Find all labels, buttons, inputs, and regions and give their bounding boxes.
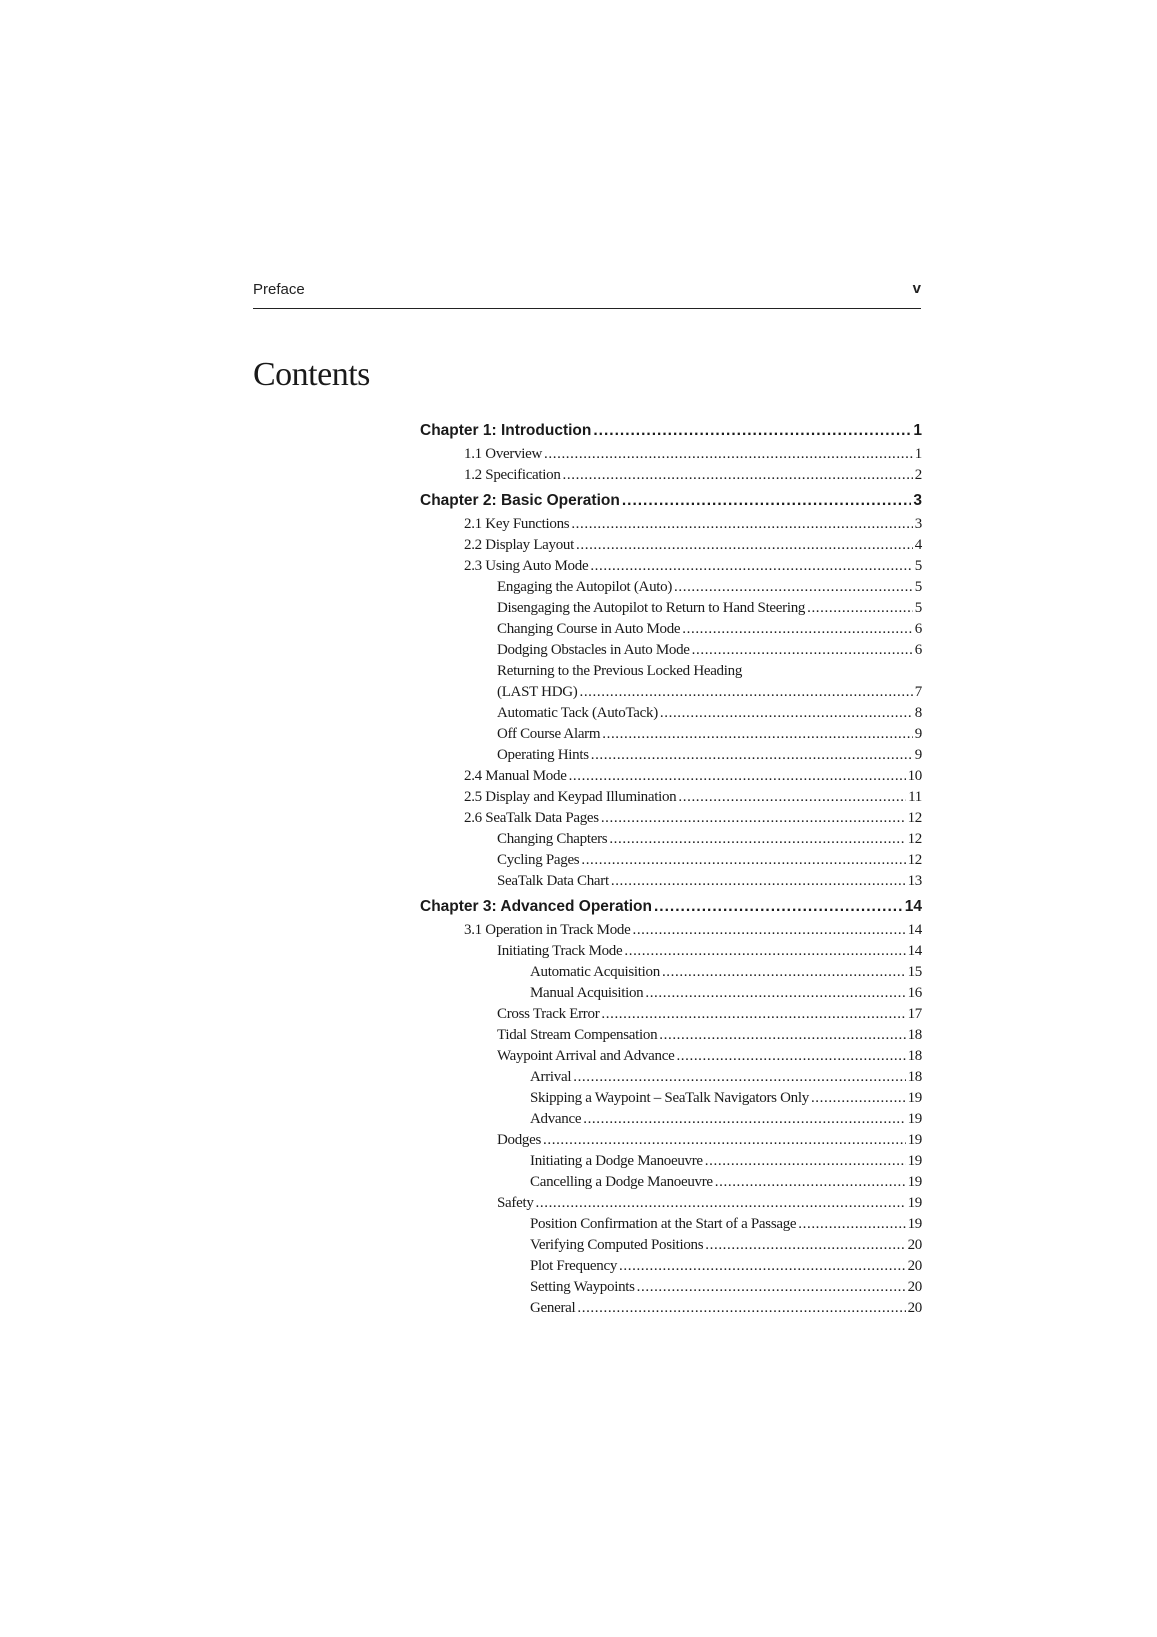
toc-entry-title: Operating Hints <box>497 747 589 763</box>
toc-entry-page: 6 <box>914 642 922 658</box>
toc-entry-title: Manual Acquisition <box>530 985 644 1001</box>
toc-entry-title: Initiating a Dodge Manoeuvre <box>530 1153 703 1169</box>
toc-entry[interactable] <box>420 598 922 619</box>
toc-dot-leader <box>569 766 906 787</box>
toc-entry[interactable] <box>420 619 922 640</box>
toc-entry-title: Arrival <box>530 1069 572 1085</box>
toc-entry[interactable] <box>420 787 922 808</box>
toc-entry-page: 13 <box>907 873 922 889</box>
toc-entry-page: 15 <box>907 964 922 980</box>
toc-entry[interactable] <box>420 514 922 535</box>
toc-entry[interactable] <box>420 1004 922 1025</box>
toc-entry-title: 1.1 Overview <box>464 446 543 462</box>
toc-entry-title: Off Course Alarm <box>497 726 601 742</box>
toc-entry[interactable] <box>420 829 922 850</box>
toc-entry-page: 20 <box>907 1300 922 1316</box>
toc-entry[interactable] <box>420 1067 922 1088</box>
toc-entry[interactable] <box>420 1130 922 1151</box>
toc-dot-leader <box>543 1130 906 1151</box>
toc-dot-leader <box>637 1277 906 1298</box>
toc-entry-page: 5 <box>914 558 922 574</box>
toc-entry-page: 18 <box>907 1069 922 1085</box>
toc-dot-leader <box>602 724 913 745</box>
page-title: Contents <box>253 356 370 393</box>
toc-entry[interactable] <box>420 1298 922 1319</box>
toc-dot-leader <box>590 556 912 577</box>
toc-entry[interactable] <box>420 1046 922 1067</box>
toc-entry-page: 19 <box>907 1111 922 1127</box>
toc-dot-leader <box>692 640 913 661</box>
toc-dot-leader <box>624 941 905 962</box>
toc-entry-title: General <box>530 1300 576 1316</box>
toc-entry-title: SeaTalk Data Chart <box>497 873 609 889</box>
toc-entry-page: 1 <box>913 422 922 439</box>
toc-entry[interactable] <box>420 724 922 745</box>
toc-entry-page: 8 <box>914 705 922 721</box>
toc-entry-title: Plot Frequency <box>530 1258 618 1274</box>
toc-entry-title: Waypoint Arrival and Advance <box>497 1048 675 1064</box>
toc-entry[interactable] <box>420 703 922 724</box>
toc-dot-leader <box>660 703 913 724</box>
toc-entry-title: Verifying Computed Positions <box>530 1237 704 1253</box>
toc-dot-leader <box>611 871 906 892</box>
toc-entry[interactable] <box>420 962 922 983</box>
toc-entry-title: Safety <box>497 1195 534 1211</box>
toc-dot-leader <box>632 920 905 941</box>
toc-entry-title: Skipping a Waypoint – SeaTalk Navigators Only <box>530 1090 809 1106</box>
toc-entry[interactable] <box>420 850 922 871</box>
toc-entry-page: 20 <box>907 1258 922 1274</box>
toc-dot-leader <box>798 1214 905 1235</box>
running-header-section: Preface <box>253 281 305 298</box>
toc-entry-title: Dodging Obstacles in Auto Mode <box>497 642 690 658</box>
toc-entry[interactable] <box>420 577 922 598</box>
toc-dot-leader <box>571 514 912 535</box>
toc-entry-title: Changing Course in Auto Mode <box>497 621 681 637</box>
toc-dot-leader <box>654 894 903 920</box>
toc-entry-title: Tidal Stream Compensation <box>497 1027 658 1043</box>
toc-entry-title: 2.6 SeaTalk Data Pages <box>464 810 599 826</box>
toc-entry-page: 19 <box>907 1132 922 1148</box>
toc-dot-leader <box>715 1172 906 1193</box>
toc-entry[interactable] <box>420 1172 922 1193</box>
toc-entry-page: 7 <box>914 684 922 700</box>
toc-entry-title: Setting Waypoints <box>530 1279 635 1295</box>
toc-entry[interactable] <box>420 556 922 577</box>
toc-dot-leader <box>811 1088 906 1109</box>
toc-entry-title: Chapter 3: Advanced Operation <box>420 898 652 915</box>
toc-dot-leader <box>581 850 905 871</box>
toc-chapter-entry[interactable] <box>420 418 922 444</box>
toc-entry-title: Dodges <box>497 1132 542 1148</box>
toc-entry-page: 10 <box>907 768 922 784</box>
toc-entry-page: 19 <box>907 1153 922 1169</box>
toc-entry[interactable] <box>420 745 922 766</box>
toc-entry-page: 3 <box>913 492 922 509</box>
toc-entry-page: 9 <box>914 726 922 742</box>
toc-entry-title: Engaging the Autopilot (Auto) <box>497 579 673 595</box>
toc-entry-page: 14 <box>907 922 922 938</box>
toc-entry-title: Initiating Track Mode <box>497 943 623 959</box>
toc-chapter-entry[interactable] <box>420 488 922 514</box>
toc-entry-title: 3.1 Operation in Track Mode <box>464 922 631 938</box>
toc-entry-page: 17 <box>907 1006 922 1022</box>
toc-entry[interactable] <box>420 640 922 661</box>
toc-entry-page: 18 <box>907 1027 922 1043</box>
toc-entry-title: 2.1 Key Functions <box>464 516 570 532</box>
toc-entry-title: Chapter 2: Basic Operation <box>420 492 620 509</box>
toc-dot-leader <box>682 619 913 640</box>
toc-entry-page: 20 <box>907 1237 922 1253</box>
toc-entry[interactable] <box>420 1214 922 1235</box>
toc-dot-leader <box>601 1004 905 1025</box>
toc-entry-page: 20 <box>907 1279 922 1295</box>
toc-entry-page: 5 <box>914 600 922 616</box>
toc-dot-leader <box>678 787 906 808</box>
toc-entry-title: 2.3 Using Auto Mode <box>464 558 589 574</box>
toc-dot-leader <box>645 983 905 1004</box>
toc-entry-page: 19 <box>907 1174 922 1190</box>
toc-dot-leader <box>622 488 912 514</box>
toc-dot-leader <box>579 682 912 703</box>
toc-dot-leader <box>705 1151 906 1172</box>
toc-entry[interactable] <box>420 871 922 892</box>
toc-dot-leader <box>593 418 911 444</box>
page-header <box>253 280 921 309</box>
toc-entry[interactable] <box>420 1277 922 1298</box>
toc-entry[interactable] <box>420 465 922 486</box>
toc-dot-leader <box>576 535 913 556</box>
toc-entry-title: Cancelling a Dodge Manoeuvre <box>530 1174 713 1190</box>
toc-entry[interactable] <box>420 1235 922 1256</box>
toc-entry-page: 18 <box>907 1048 922 1064</box>
toc-dot-leader <box>662 962 906 983</box>
toc-entry-title: Automatic Acquisition <box>530 964 660 980</box>
toc-entry-page: 12 <box>907 831 922 847</box>
toc-dot-leader <box>544 444 913 465</box>
toc-entry-page: 16 <box>907 985 922 1001</box>
toc-entry[interactable] <box>420 444 922 465</box>
toc-entry-title: 1.2 Specification <box>464 467 561 483</box>
toc-entry-title: Returning to the Previous Locked Heading <box>497 663 743 679</box>
toc-dot-leader <box>676 1046 905 1067</box>
toc-entry[interactable] <box>420 661 922 682</box>
toc-entry[interactable] <box>420 766 922 787</box>
toc-dot-leader <box>573 1067 905 1088</box>
toc-entry-title: 2.2 Display Layout <box>464 537 575 553</box>
toc-entry-title: Automatic Tack (AutoTack) <box>497 705 658 721</box>
toc-entry-page: 19 <box>907 1216 922 1232</box>
toc-dot-leader <box>536 1193 906 1214</box>
toc-entry[interactable] <box>420 808 922 829</box>
toc-dot-leader <box>591 745 913 766</box>
toc-entry[interactable] <box>420 535 922 556</box>
toc-entry-title: (LAST HDG) <box>497 684 578 700</box>
table-of-contents <box>420 418 922 1319</box>
toc-entry-title: Position Confirmation at the Start of a Passage <box>530 1216 797 1232</box>
toc-entry-title: 2.5 Display and Keypad Illumination <box>464 789 677 805</box>
toc-entry[interactable] <box>420 983 922 1004</box>
toc-dot-leader <box>674 577 913 598</box>
toc-entry-title: Disengaging the Autopilot to Return to Hand Steering <box>497 600 806 616</box>
toc-dot-leader <box>563 465 913 486</box>
toc-entry[interactable] <box>420 1151 922 1172</box>
toc-entry-page: 9 <box>914 747 922 763</box>
toc-entry-page: 19 <box>907 1195 922 1211</box>
toc-entry[interactable] <box>420 1193 922 1214</box>
toc-entry[interactable] <box>420 1025 922 1046</box>
toc-chapter-entry[interactable] <box>420 894 922 920</box>
toc-entry[interactable] <box>420 682 922 703</box>
toc-entry-title: 2.4 Manual Mode <box>464 768 567 784</box>
toc-dot-leader <box>619 1256 906 1277</box>
toc-entry-title: Chapter 1: Introduction <box>420 422 592 439</box>
toc-dot-leader <box>577 1298 905 1319</box>
toc-dot-leader <box>609 829 905 850</box>
toc-entry[interactable] <box>420 1109 922 1130</box>
toc-dot-leader <box>807 598 913 619</box>
toc-entry-page: 14 <box>904 898 922 915</box>
toc-entry-page: 2 <box>914 467 922 483</box>
toc-dot-leader <box>583 1109 905 1130</box>
toc-dot-leader <box>659 1025 905 1046</box>
toc-entry-title: Cycling Pages <box>497 852 580 868</box>
toc-entry-page: 1 <box>914 446 922 462</box>
toc-entry[interactable] <box>420 1256 922 1277</box>
toc-entry-page: 4 <box>914 537 922 553</box>
toc-dot-leader <box>705 1235 905 1256</box>
toc-entry-page: 12 <box>907 852 922 868</box>
toc-entry-title: Cross Track Error <box>497 1006 600 1022</box>
toc-dot-leader <box>601 808 906 829</box>
toc-entry-title: Advance <box>530 1111 582 1127</box>
toc-entry[interactable] <box>420 1088 922 1109</box>
running-header-page-number: v <box>912 280 921 297</box>
toc-entry-page: 11 <box>908 789 922 805</box>
toc-entry[interactable] <box>420 920 922 941</box>
toc-entry-page: 3 <box>914 516 922 532</box>
toc-entry[interactable] <box>420 941 922 962</box>
toc-entry-page: 12 <box>907 810 922 826</box>
toc-entry-page: 14 <box>907 943 922 959</box>
toc-entry-page: 6 <box>914 621 922 637</box>
toc-entry-page: 5 <box>914 579 922 595</box>
toc-entry-page: 19 <box>907 1090 922 1106</box>
toc-entry-title: Changing Chapters <box>497 831 608 847</box>
